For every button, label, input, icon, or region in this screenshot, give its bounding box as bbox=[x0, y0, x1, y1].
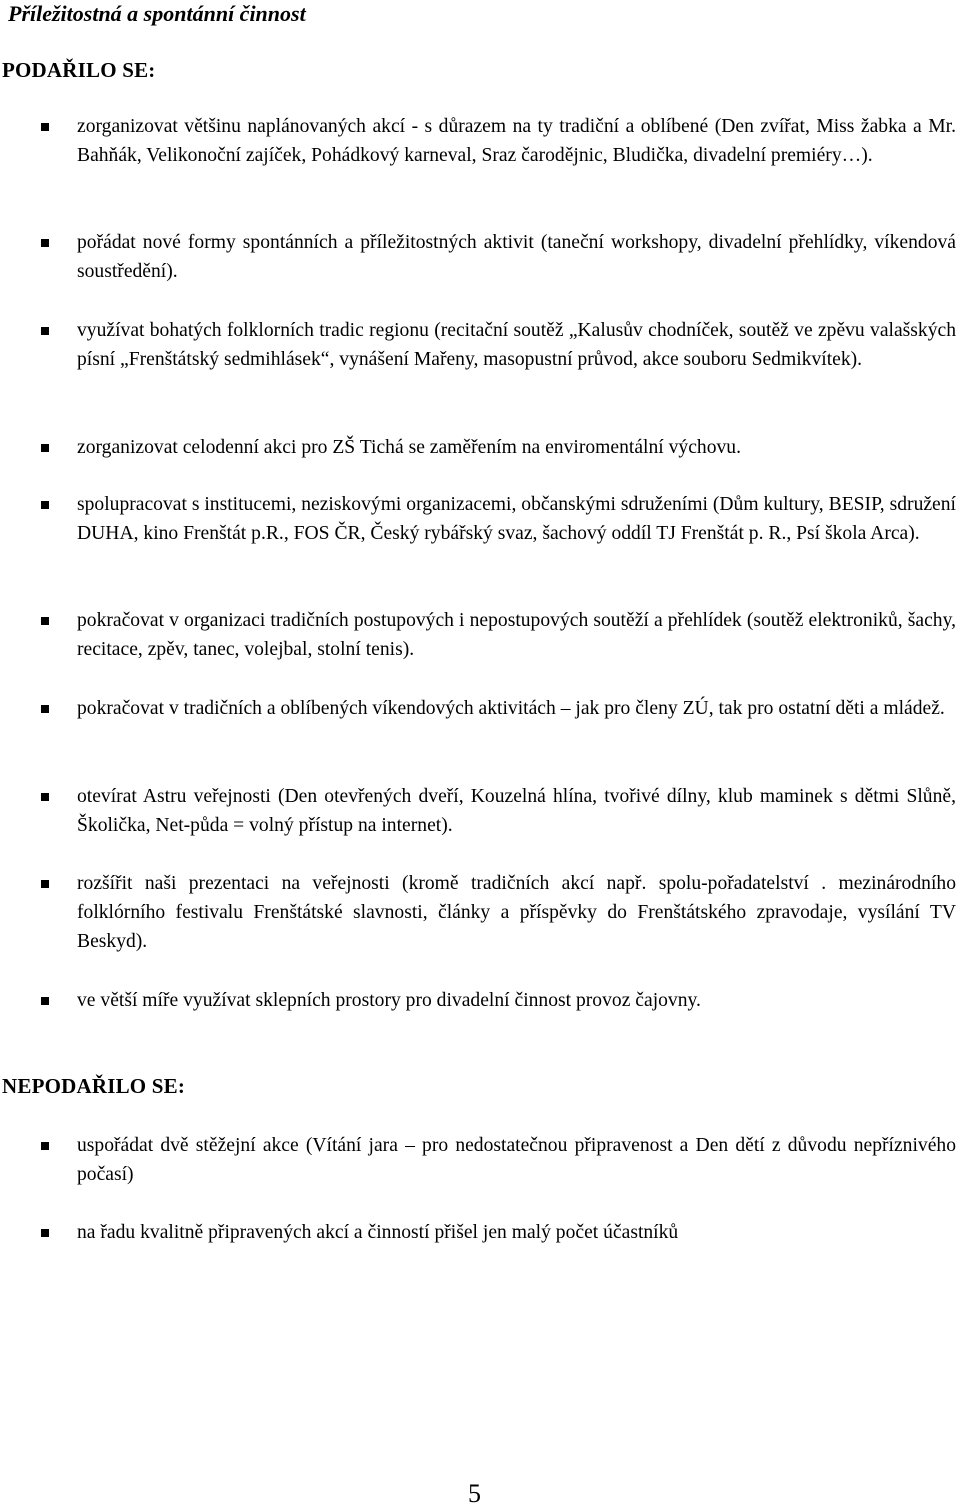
list-item-text: na řadu kvalitně připravených akcí a činností přišel jen malý počet účastníků bbox=[77, 1222, 679, 1243]
bullet-icon bbox=[41, 997, 49, 1005]
bullet-icon bbox=[41, 123, 49, 131]
list-item-text: využívat bohatých folklorních tradic regionu (recitační soutěž „Kalusův chodníček, soutěž ve zpěvu valašských písní „Frenštátský sedmihlásek“, vynášení Mařeny, masopustní průvod, akce souboru Sedmikvítek). bbox=[77, 320, 956, 370]
section-heading-failure: NEPODAŘILO SE: bbox=[2, 1074, 186, 1098]
page-title: Příležitostná a spontánní činnost bbox=[8, 1, 306, 26]
list-item-text: pořádat nové formy spontánních a příležitostných aktivit (taneční workshopy, divadelní přehlídky, víkendová soustředění). bbox=[77, 232, 956, 282]
bullet-icon bbox=[41, 327, 49, 335]
bullet-icon bbox=[41, 501, 49, 509]
bullet-icon bbox=[41, 880, 49, 888]
list-item-text: spolupracovat s institucemi, neziskovými organizacemi, občanskými sdruženími (Dům kultury, BESIP, sdružení DUHA, kino Frenštát p.R., FOS ČR, Český rybářský svaz, šachový oddíl TJ Frenštát p. R., Psí škola Arca). bbox=[77, 494, 956, 544]
list-item-text: pokračovat v tradičních a oblíbených víkendových aktivitách – jak pro členy ZÚ, tak pro ostatní děti a mládež. bbox=[77, 698, 945, 719]
bullet-icon bbox=[41, 239, 49, 247]
bullet-icon bbox=[41, 705, 49, 713]
list-item-text: pokračovat v organizaci tradičních postupových i nepostupových soutěží a přehlídek (soutěž elektroniků, šachy, recitace, zpěv, tanec, volejbal, stolní tenis). bbox=[77, 610, 956, 660]
section-heading-success: PODAŘILO SE: bbox=[2, 58, 156, 82]
list-item-text: rozšířit naši prezentaci na veřejnosti (kromě tradičních akcí např. spolu-pořadatelství . mezinárodního folklórního festivalu Frenštátské slavnosti, články a příspěvky do Frenštátského zpravodaje, vysílání TV Beskyd). bbox=[77, 873, 956, 952]
bullet-icon bbox=[41, 617, 49, 625]
list-item-text: otevírat Astru veřejnosti (Den otevřených dveří, Kouzelná hlína, tvořivé dílny, klub maminek s dětmi Slůně, Školička, Net-půda = volný přístup na internet). bbox=[77, 786, 956, 836]
page-number: 5 bbox=[468, 1479, 481, 1508]
bullet-icon bbox=[41, 793, 49, 801]
bullet-icon bbox=[41, 1142, 49, 1150]
bullet-icon bbox=[41, 444, 49, 452]
bullet-icon bbox=[41, 1229, 49, 1237]
list-item-text: zorganizovat celodenní akci pro ZŠ Tichá se zaměřením na enviromentální výchovu. bbox=[77, 437, 741, 458]
list-item-text: ve větší míře využívat sklepních prostory pro divadelní činnost provoz čajovny. bbox=[77, 990, 701, 1011]
list-item-text: zorganizovat většinu naplánovaných akcí - s důrazem na ty tradiční a oblíbené (Den zvířat, Miss žabka a Mr. Bahňák, Velikonoční zajíček, Pohádkový karneval, Sraz čarodějnic, Bludička, divadelní premiéry…). bbox=[77, 116, 956, 166]
list-item-text: uspořádat dvě stěžejní akce (Vítání jara – pro nedostatečnou připravenost a Den dětí z důvodu nepříznivého počasí) bbox=[77, 1135, 956, 1185]
